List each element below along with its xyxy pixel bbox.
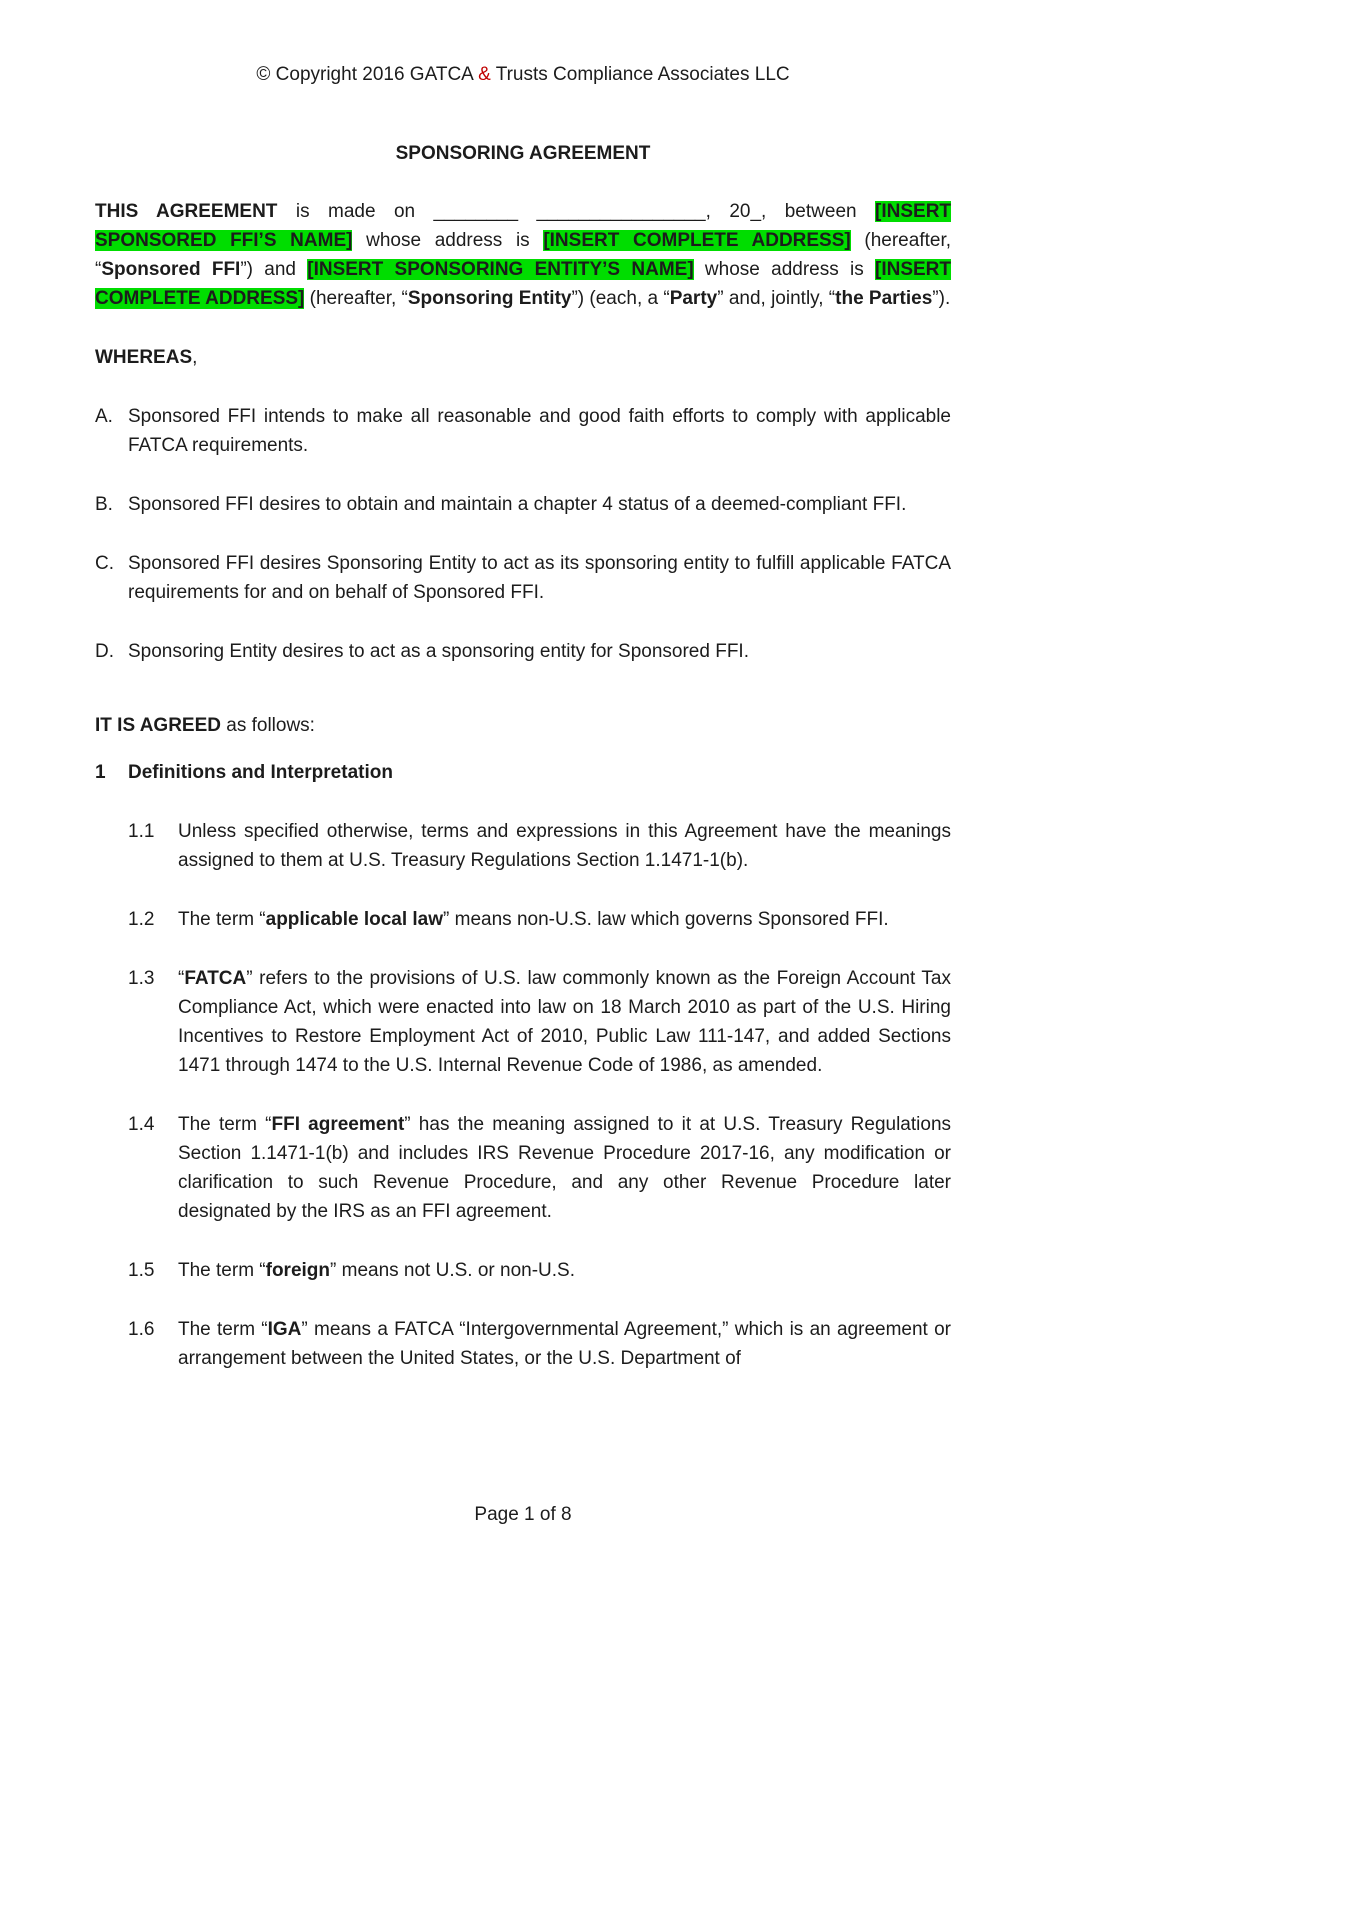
definition-1-4-text [178, 1110, 951, 1226]
text-run: (hereafter, “ [95, 230, 951, 280]
definition-item-1-3 [128, 964, 951, 1080]
document-title: SPONSORING AGREEMENT [395, 143, 651, 164]
recital-b [95, 490, 951, 519]
text-run: (hereafter, “ [304, 288, 408, 309]
definition-item-1-4 [128, 1110, 951, 1226]
recital-b-letter: B. [95, 494, 113, 515]
text-run: ” means a FATCA “Intergovernmental Agreement,” which is an agreement or arrangement between the United States, or the U.S. Department of [178, 1319, 952, 1369]
definition-1-1-text [178, 817, 951, 875]
section-1-title: Definitions and Interpretation [128, 762, 393, 783]
section-1-number: 1 [95, 762, 106, 783]
text-run: FATCA [184, 968, 247, 989]
definition-1-5-text [178, 1256, 951, 1285]
text-run: IT IS AGREED [95, 715, 221, 736]
text-run: THIS AGREEMENT [95, 201, 278, 222]
agreed-line [95, 711, 951, 740]
intro-paragraph [95, 197, 951, 313]
text-run: Party [669, 288, 718, 309]
text-run: “ [178, 968, 185, 989]
recital-c-text: Sponsored FFI desires Sponsoring Entity to act as its sponsoring entity to fulfill applicable FATCA requirements for and on behalf of Sponsored FFI. [128, 553, 951, 603]
text-run: FFI agreement [271, 1114, 405, 1135]
text-run: whose address is [693, 259, 875, 280]
text-run: ”) (each, a “ [571, 288, 670, 309]
text-run: as follows: [220, 715, 315, 736]
definition-1-2-text [178, 905, 951, 934]
section-1-heading [95, 758, 951, 787]
recital-a-letter: A. [95, 406, 113, 427]
recital-d-text: Sponsoring Entity desires to act as a sponsoring entity for Sponsored FFI. [128, 641, 749, 662]
text-run: ” refers to the provisions of U.S. law commonly known as the Foreign Account Tax Compliance Act, which were enacted into law on 18 March 2010 as part of the U.S. Hiring Incentives to Restore Employment Act of 2010, Public Law 111-147, and added Sections 1471 through 1474 to the U.S. Internal Revenue Code of 1986, as amended. [178, 968, 951, 1076]
text-run: The term “ [178, 1260, 266, 1281]
text-run: [INSERT SPONSORING ENTITY’S NAME] [307, 259, 694, 280]
text-run: , [192, 347, 198, 368]
text-run: Unless specified otherwise, terms and expressions in this Agreement have the meanings assigned to them at U.S. Treasury Regulations Section 1.1471-1(b). [178, 821, 951, 871]
copyright-line [95, 60, 951, 89]
recital-c-letter: C. [95, 553, 114, 574]
text-run: is made on ________ ________________, 20_, between [277, 201, 876, 222]
text-run: © Copyright 2016 GATCA [256, 64, 479, 85]
text-run: ”) and [240, 259, 308, 280]
text-run: [INSERT SPONSORED FFI’S NAME] [95, 201, 952, 251]
text-run: ” means not U.S. or non-U.S. [330, 1260, 576, 1281]
text-run: [INSERT COMPLETE ADDRESS] [95, 259, 951, 309]
definition-1-2-number: 1.2 [128, 909, 155, 930]
document-content [95, 0, 951, 1373]
text-run: Sponsored FFI [101, 259, 241, 280]
definition-item-1-6 [128, 1315, 951, 1373]
recital-a-text: Sponsored FFI intends to make all reasonable and good faith efforts to comply with applicable FATCA requirements. [128, 406, 951, 456]
definition-item-1-2 [128, 905, 951, 934]
text-run: The term “ [178, 1114, 272, 1135]
recital-c [95, 549, 951, 607]
text-run: [INSERT COMPLETE ADDRESS] [543, 230, 851, 251]
text-run: ” means non-U.S. law which governs Sponsored FFI. [443, 909, 889, 930]
definition-item-1-5 [128, 1256, 951, 1285]
text-run: The term “ [178, 909, 266, 930]
definition-1-3-number: 1.3 [128, 968, 155, 989]
text-run: Sponsoring Entity [407, 288, 572, 309]
whereas-line [95, 343, 951, 372]
text-run: foreign [265, 1260, 331, 1281]
page-footer: Page 1 of 8 [474, 1504, 572, 1525]
text-run: IGA [267, 1319, 302, 1340]
text-run: Trusts Compliance Associates LLC [490, 64, 790, 85]
definition-1-6-number: 1.6 [128, 1319, 155, 1340]
definition-1-4-number: 1.4 [128, 1114, 155, 1135]
text-run: ”). [932, 288, 951, 309]
definition-1-5-number: 1.5 [128, 1260, 155, 1281]
text-run: applicable local law [265, 909, 444, 930]
recital-d-letter: D. [95, 641, 114, 662]
recital-d [95, 637, 951, 666]
text-run: ” and, jointly, “ [717, 288, 836, 309]
text-run: & [478, 64, 491, 85]
definition-1-1-number: 1.1 [128, 821, 155, 842]
definition-1-3-text [178, 964, 951, 1080]
text-run: whose address is [352, 230, 544, 251]
definition-item-1-1 [128, 817, 951, 875]
text-run: WHEREAS [95, 347, 193, 368]
recital-b-text: Sponsored FFI desires to obtain and maintain a chapter 4 status of a deemed-compliant FFI. [128, 494, 907, 515]
recital-a [95, 402, 951, 460]
text-run: ” has the meaning assigned to it at U.S. Treasury Regulations Section 1.1471-1(b) and includes IRS Revenue Procedure 2017-16, any modification or clarification to such Revenue Procedure, and any other Revenue Procedure later designated by the IRS as an FFI agreement. [178, 1114, 952, 1222]
text-run: The term “ [178, 1319, 268, 1340]
text-run: the Parties [835, 288, 933, 309]
definition-1-6-text [178, 1315, 951, 1373]
